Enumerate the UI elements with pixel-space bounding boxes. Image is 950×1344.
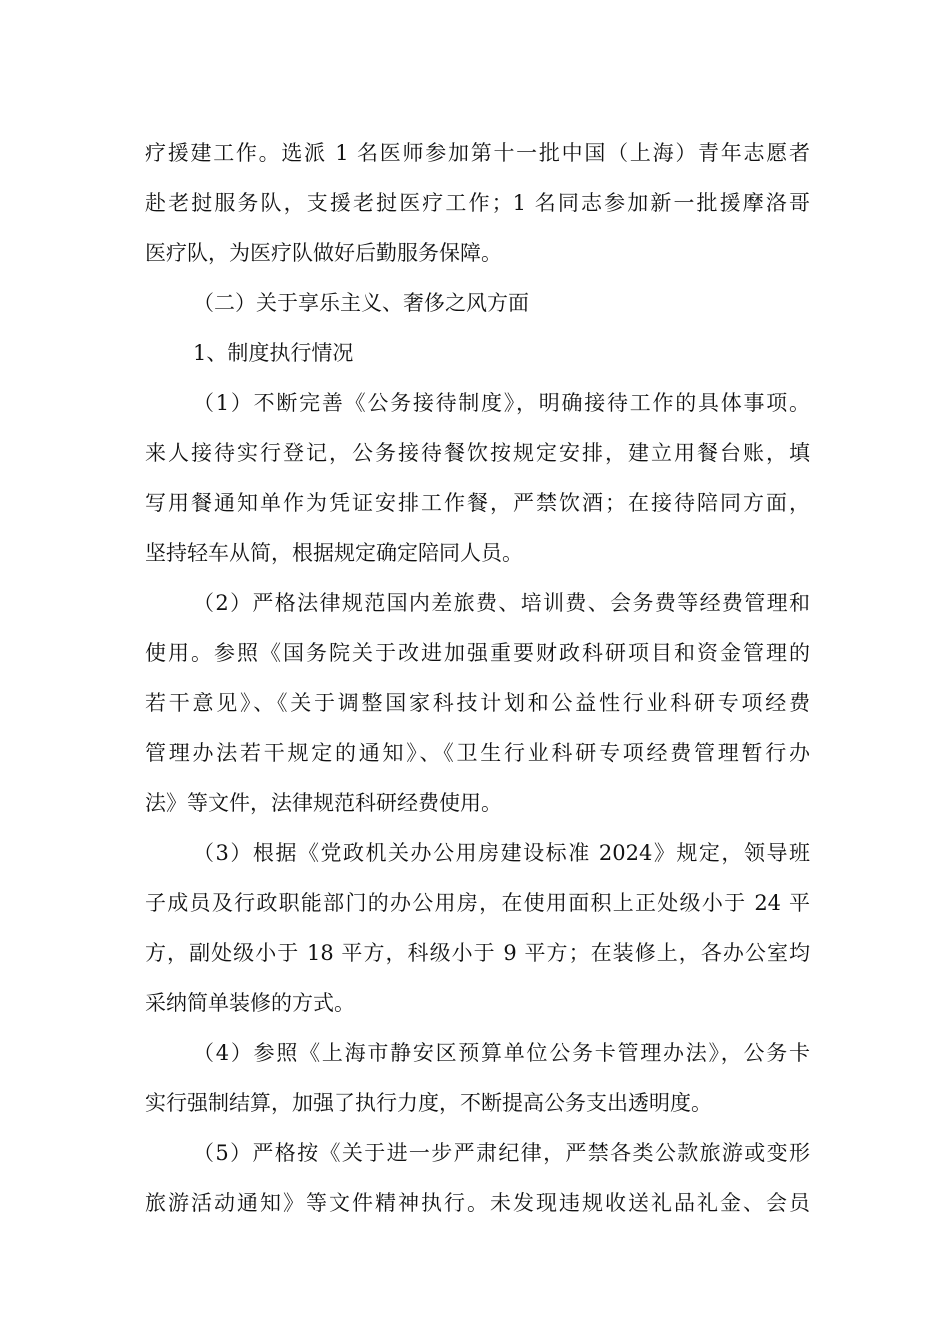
subsection-heading: 1、制度执行情况 <box>193 341 354 365</box>
text-line: 医疗队，为医疗队做好后勤服务保障。 <box>145 241 502 265</box>
paragraph-line: （1）不断完善《公务接待制度》，明确接待工作的具体事项。 <box>193 391 810 415</box>
paragraph-line: 采纳简单装修的方式。 <box>145 991 355 1015</box>
section-heading: （二）关于享乐主义、奢侈之风方面 <box>193 291 529 315</box>
paragraph-line: （4）参照《上海市静安区预算单位公务卡管理办法》，公务卡 <box>193 1041 810 1065</box>
paragraph-line: 实行强制结算，加强了执行力度，不断提高公务支出透明度。 <box>145 1091 712 1115</box>
paragraph-line: 法》等文件，法律规范科研经费使用。 <box>145 791 502 815</box>
paragraph-line: 方，副处级小于 18 平方，科级小于 9 平方；在装修上，各办公室均 <box>145 941 810 965</box>
paragraph-line: 管理办法若干规定的通知》、《卫生行业科研专项经费管理暂行办 <box>145 741 810 765</box>
paragraph-line: 坚持轻车从简，根据规定确定陪同人员。 <box>145 541 523 565</box>
text-line: 赴老挝服务队，支援老挝医疗工作；1 名同志参加新一批援摩洛哥 <box>145 191 810 215</box>
paragraph-line: 若干意见》、《关于调整国家科技计划和公益性行业科研专项经费 <box>145 691 810 715</box>
paragraph-line: 子成员及行政职能部门的办公用房，在使用面积上正处级小于 24 平 <box>145 891 810 915</box>
paragraph-line: （2）严格法律规范国内差旅费、培训费、会务费等经费管理和 <box>193 591 810 615</box>
paragraph-line: （5）严格按《关于进一步严肃纪律，严禁各类公款旅游或变形 <box>193 1141 810 1165</box>
paragraph-line: 使用。参照《国务院关于改进加强重要财政科研项目和资金管理的 <box>145 641 810 665</box>
paragraph-line: 写用餐通知单作为凭证安排工作餐，严禁饮酒；在接待陪同方面， <box>145 491 810 515</box>
paragraph-line: 旅游活动通知》等文件精神执行。未发现违规收送礼品礼金、会员 <box>145 1191 810 1215</box>
paragraph-line: （3）根据《党政机关办公用房建设标准 2024》规定，领导班 <box>193 841 810 865</box>
text-line: 疗援建工作。选派 1 名医师参加第十一批中国（上海）青年志愿者 <box>145 141 810 165</box>
paragraph-line: 来人接待实行登记，公务接待餐饮按规定安排，建立用餐台账，填 <box>145 441 810 465</box>
